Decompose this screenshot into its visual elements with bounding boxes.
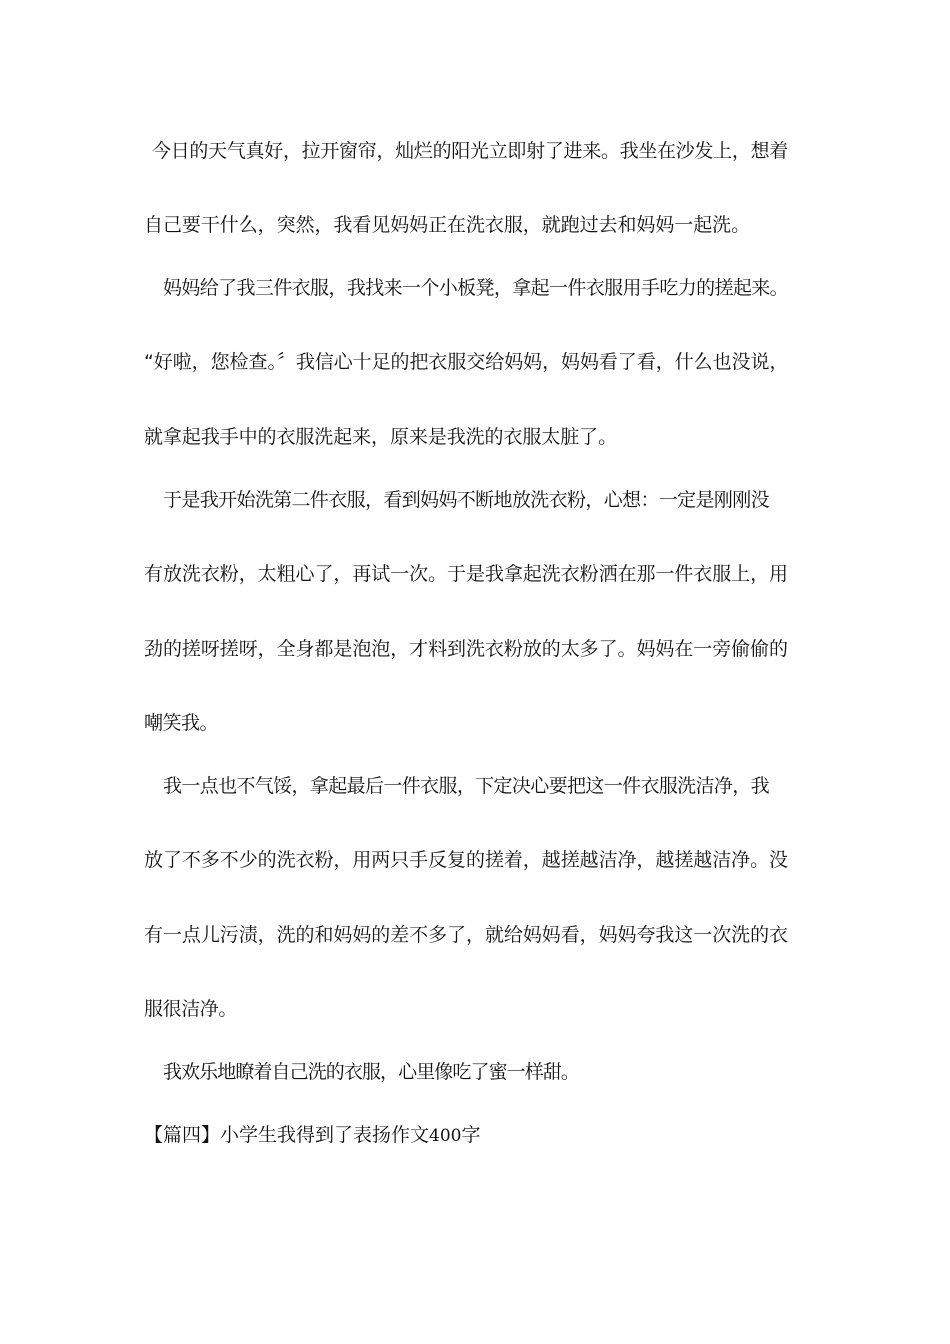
paragraph-3-line-2: 有放洗衣粉，太粗心了，再试一次。于是我拿起洗衣粉洒在那一件衣服上，用	[144, 563, 789, 585]
section-heading-suffix: 字	[461, 1124, 481, 1146]
paragraph-1-line-1: 今日的天气真好，拉开窗帘，灿烂的阳光立即射了进来。我坐在沙发上，想着	[152, 140, 789, 162]
paragraph-4-line-1: 我一点也不气馁，拿起最后一件衣服，下定决心要把这一件衣服洗洁净，我	[163, 775, 770, 797]
section-heading-prefix: 【篇四】小学生我得到了表扬作文	[144, 1124, 430, 1146]
paragraph-4-line-2: 放了不多不少的洗衣粉，用两只手反复的搓着，越搓越洁净，越搓越洁净。没	[144, 849, 789, 871]
paragraph-2-line-1: 妈妈给了我三件衣服，我找来一个小板凳，拿起一件衣服用手吃力的搓起来。	[163, 277, 789, 299]
paragraph-3-line-3: 劲的搓呀搓呀，全身都是泡泡，才料到洗衣粉放的太多了。妈妈在一旁偷偷的	[144, 638, 789, 660]
paragraph-2-line-2: “好啦，您检查。〞我信心十足的把衣服交给妈妈，妈妈看了看，什么也没说，	[144, 351, 789, 373]
paragraph-3-line-4: 嘲笑我。	[144, 712, 219, 734]
paragraph-5-line-1: 我欢乐地瞭着自己洗的衣服，心里像吃了蜜一样甜。	[163, 1061, 580, 1083]
section-heading-number: 400	[429, 1126, 462, 1146]
paragraph-3-line-1: 于是我开始洗第二件衣服，看到妈妈不断地放洗衣粉，心想：一定是刚刚没	[163, 489, 770, 511]
section-heading	[144, 1122, 480, 1149]
paragraph-1-line-2: 自己要干什么，突然，我看见妈妈正在洗衣服，就跑过去和妈妈一起洗。	[144, 214, 751, 236]
paragraph-4-line-4: 服很洁净。	[144, 998, 238, 1020]
paragraph-4-line-3: 有一点儿污渍，洗的和妈妈的差不多了，就给妈妈看，妈妈夸我这一次洗的衣	[144, 924, 789, 946]
paragraph-2-line-3: 就拿起我手中的衣服洗起来，原来是我洗的衣服太脏了。	[144, 426, 618, 448]
